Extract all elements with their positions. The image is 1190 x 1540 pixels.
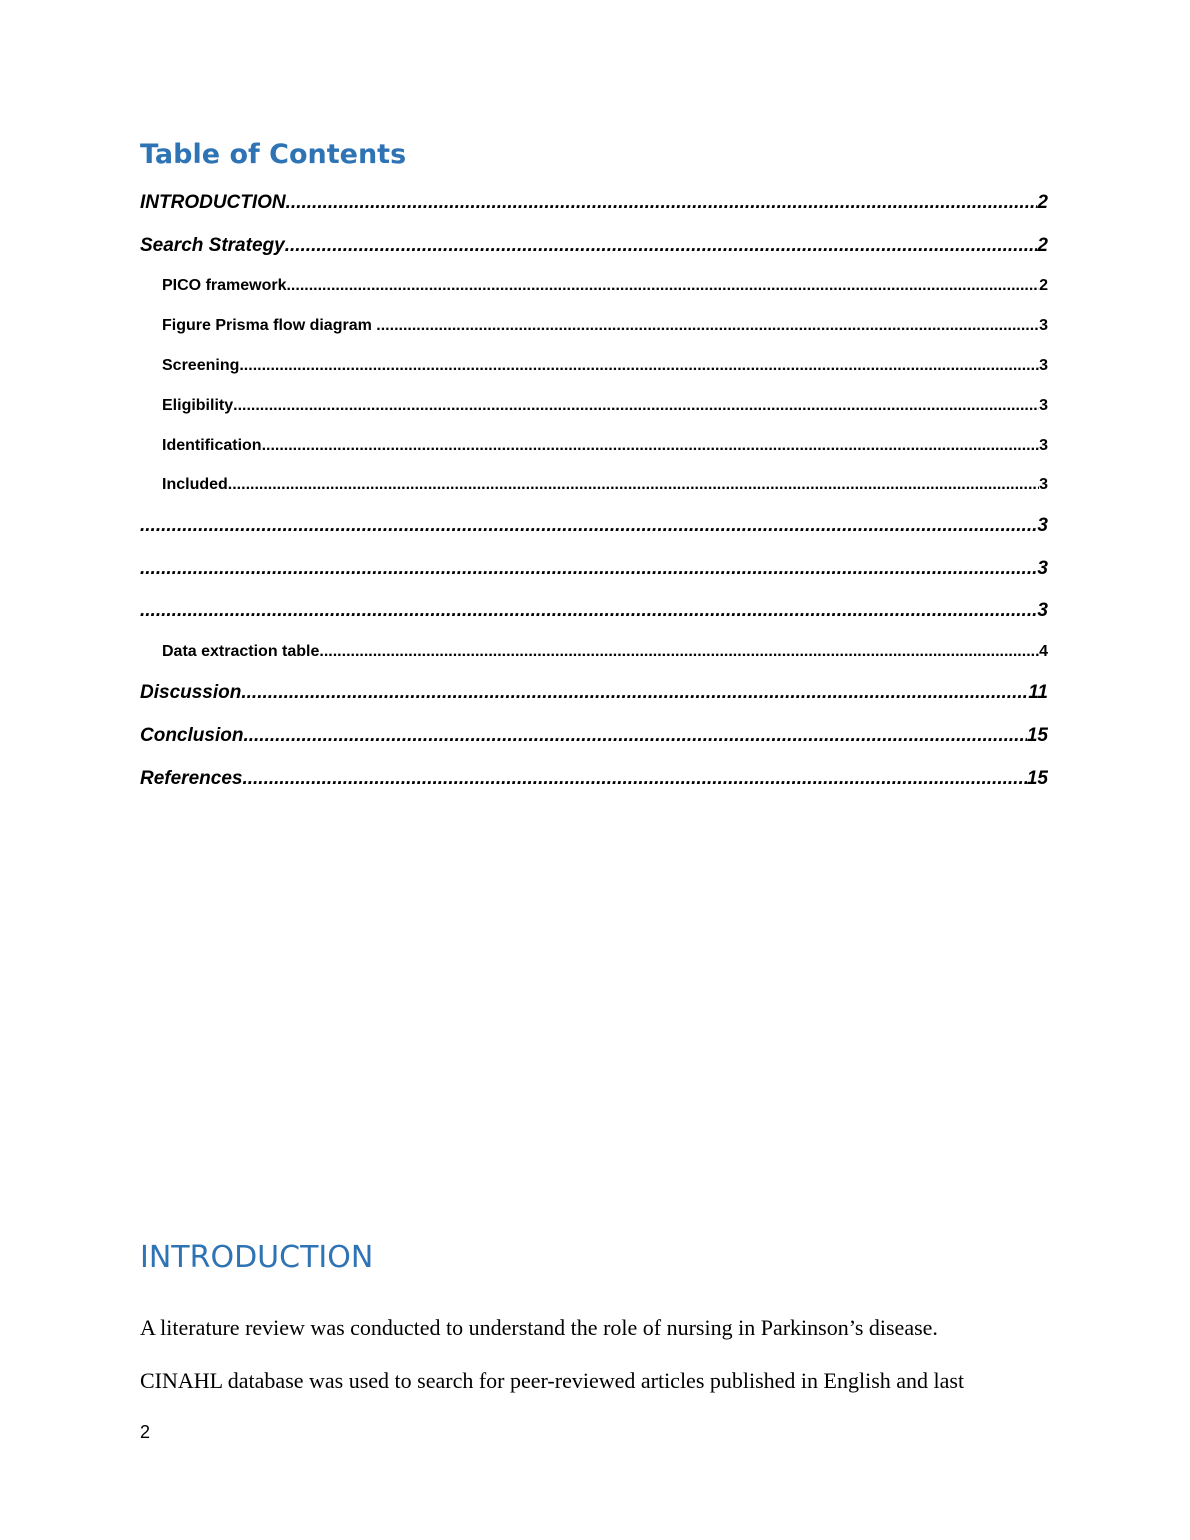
toc-entry-page: 3: [1039, 476, 1048, 493]
introduction-heading: INTRODUCTION: [140, 1240, 374, 1275]
toc-dot-leader: [140, 513, 1037, 539]
toc-entry-label: Figure Prisma flow diagram: [162, 317, 377, 334]
toc-entry-included[interactable]: [162, 474, 1048, 496]
toc-entry-label: Discussion: [140, 682, 242, 703]
toc-entry-label: PICO framework: [162, 277, 287, 294]
toc-dot-leader: [140, 556, 1037, 582]
toc-entry-page: 3: [1037, 558, 1048, 579]
toc-entry-page: 3: [1039, 317, 1048, 334]
toc-entry-page: 11: [1028, 682, 1048, 703]
toc-entry-page: 3: [1037, 600, 1048, 621]
toc-entry-label: INTRODUCTION: [140, 192, 286, 213]
toc-entry-label: Conclusion: [140, 725, 244, 746]
toc-entry-prisma-flow-diagram[interactable]: [162, 315, 1048, 337]
toc-entry-screening[interactable]: [162, 355, 1048, 377]
body-text-line: A literature review was conducted to understand the role of nursing in Parkinson’s disease.: [140, 1315, 938, 1340]
toc-entry-page: 15: [1026, 725, 1048, 746]
toc-dot-leader: [242, 766, 1026, 792]
body-text-line: CINAHL database was used to search for peer-reviewed articles published in English and last: [140, 1368, 965, 1393]
toc-entry-page: 2: [1037, 235, 1048, 256]
toc-entry-label: Search Strategy: [140, 235, 285, 256]
toc-dot-leader: [239, 355, 1039, 377]
toc-entry-label: Eligibility: [162, 397, 234, 414]
page-number: 2: [140, 1422, 151, 1442]
toc-dot-leader: [241, 680, 1028, 706]
toc-entry-page: 15: [1026, 768, 1048, 789]
toc-entry-page: 3: [1039, 357, 1048, 374]
toc-entry-label: Screening: [162, 357, 240, 374]
toc-entry-page: 3: [1039, 437, 1048, 454]
toc-dot-leader: [286, 190, 1038, 216]
toc-entry-pico-framework[interactable]: [162, 275, 1048, 297]
toc-dot-leader: [286, 275, 1039, 297]
toc-entry-label: Data extraction table: [162, 643, 320, 660]
toc-entry-page: 3: [1039, 397, 1048, 414]
toc-entry-page: 4: [1039, 643, 1048, 660]
toc-entry-eligibility[interactable]: [162, 395, 1048, 417]
toc-dot-leader: [140, 598, 1037, 624]
toc-entry-identification[interactable]: [162, 435, 1048, 457]
toc-entry-untitled[interactable]: [140, 598, 1048, 624]
toc-entry-label: Identification: [162, 437, 262, 454]
toc-dot-leader: [243, 723, 1026, 749]
toc-entry-label: Included: [162, 476, 228, 493]
toc-entry-discussion[interactable]: [140, 680, 1048, 706]
toc-entry-references[interactable]: [140, 766, 1048, 792]
toc-entry-search-strategy[interactable]: [140, 233, 1048, 259]
toc-dot-leader: [228, 474, 1039, 496]
toc-dot-leader: [376, 315, 1039, 337]
toc-entry-data-extraction-table[interactable]: [162, 641, 1048, 663]
toc-dot-leader: [285, 233, 1038, 259]
toc-entry-label: References: [140, 768, 243, 789]
toc-dot-leader: [319, 641, 1039, 663]
toc-entry-untitled[interactable]: [140, 513, 1048, 539]
toc-entry-introduction[interactable]: [140, 190, 1048, 216]
toc-dot-leader: [262, 435, 1040, 457]
toc-entry-page: 2: [1039, 277, 1048, 294]
toc-title: Table of Contents: [140, 139, 407, 170]
toc-dot-leader: [233, 395, 1039, 417]
toc-entry-page: 2: [1037, 192, 1048, 213]
toc-entry-untitled[interactable]: [140, 556, 1048, 582]
toc-entry-page: 3: [1037, 515, 1048, 536]
toc-entry-conclusion[interactable]: [140, 723, 1048, 749]
